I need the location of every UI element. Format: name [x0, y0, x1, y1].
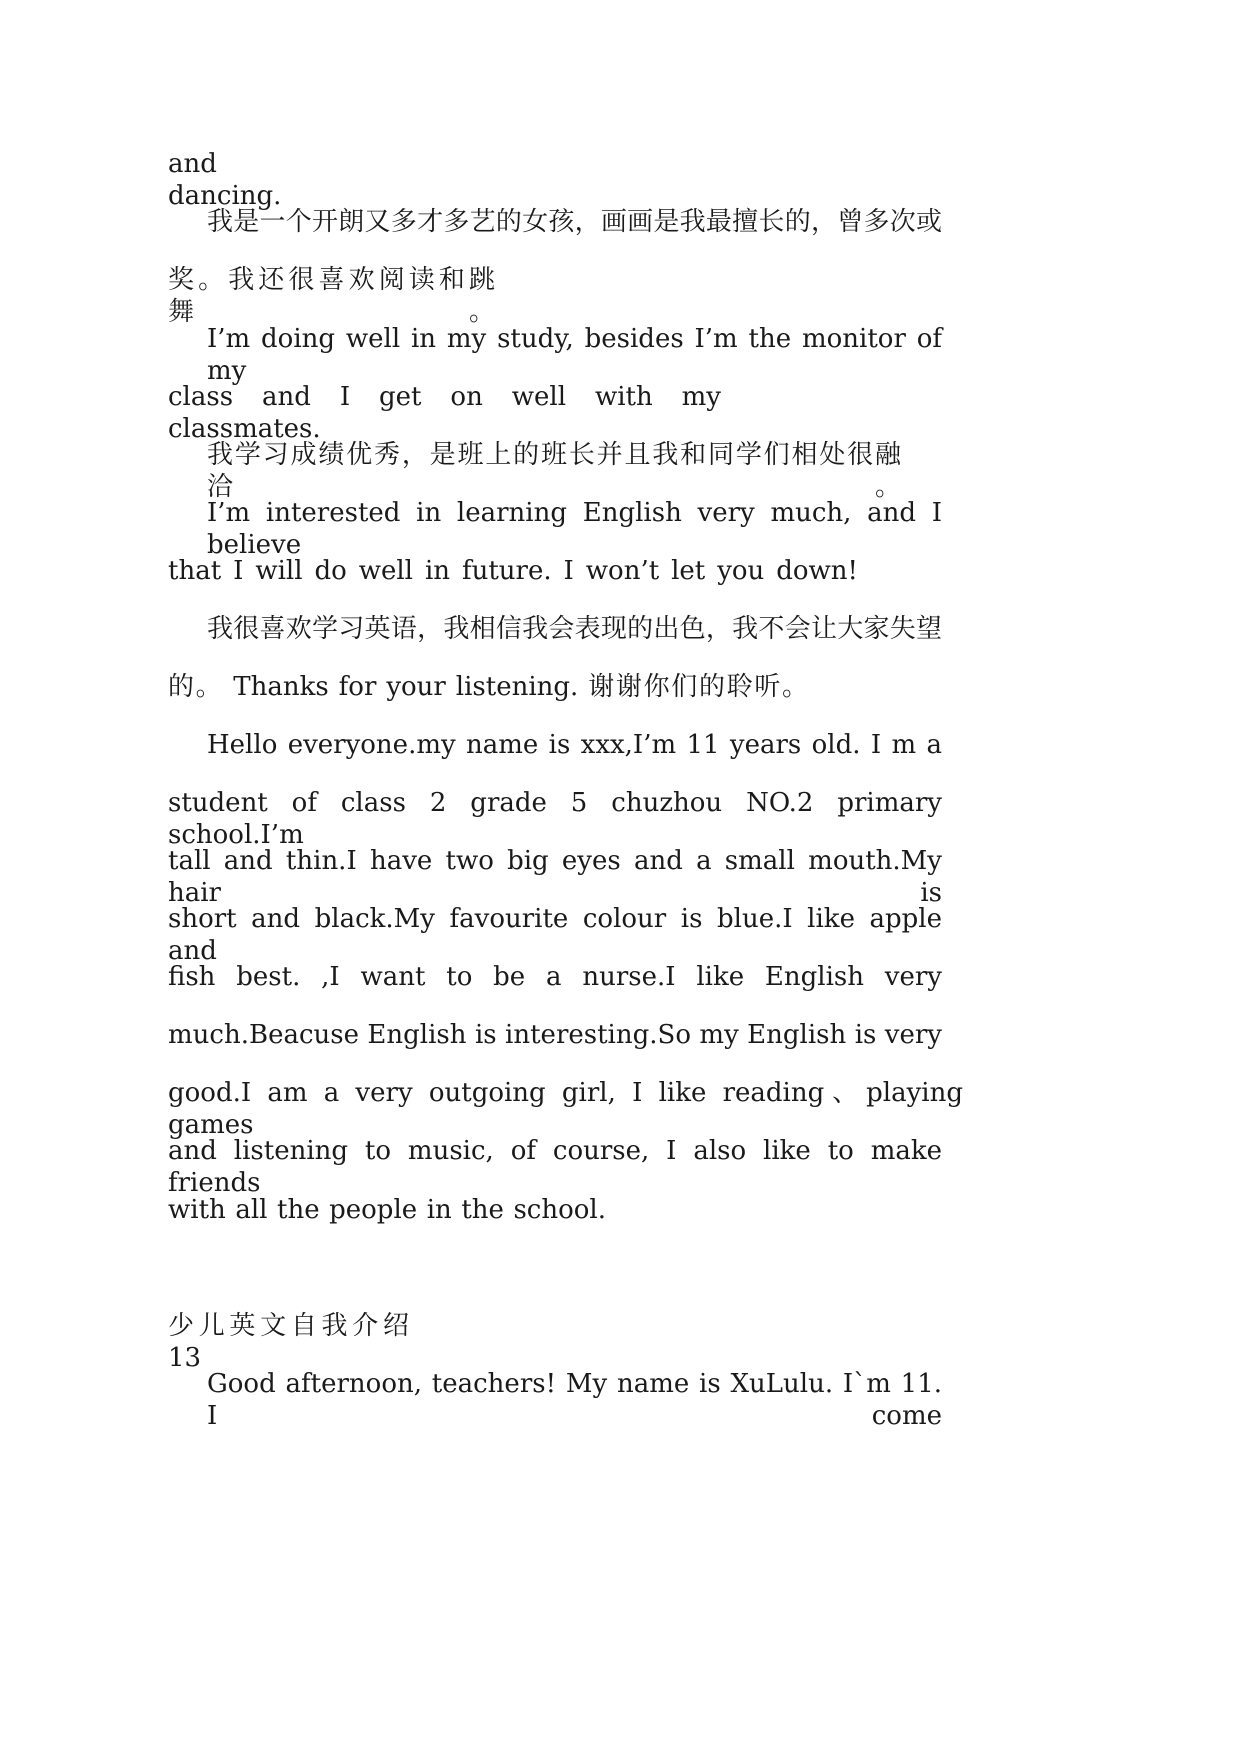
section-heading: 少儿英文自我介绍13 [168, 1311, 409, 1373]
text-line: good.I am a very outgoing girl, I like reading、playing games [168, 1078, 963, 1140]
text-line: and dancing. [168, 149, 282, 211]
text-line: short and black.My favourite colour is blue.I like apple and [168, 904, 942, 966]
text-line: Good afternoon, teachers! My name is XuLulu. I`m 11. I come [207, 1369, 942, 1431]
text-line: that I will do well in future. I won’t let you down! [168, 556, 858, 586]
text-line: 我很喜欢学习英语，我相信我会表现的出色，我不会让大家失望 [207, 614, 942, 644]
text-line: 的。 Thanks for your listening. 谢谢你们的聆听。 [168, 672, 808, 702]
text-line: 我学习成绩优秀，是班上的班长并且我和同学们相处很融洽。 [207, 440, 901, 502]
text-line: 奖。我还很喜欢阅读和跳舞。 [168, 265, 495, 327]
text-line: tall and thin.I have two big eyes and a small mouth.My hair is [168, 846, 942, 908]
text-line: class and I get on well with my classmates. [168, 382, 721, 444]
text-line: 我是一个开朗又多才多艺的女孩，画画是我最擅长的，曾多次或 [207, 207, 942, 237]
text-line: with all the people in the school. [168, 1195, 606, 1225]
text-line: and listening to music, of course, I also like to make friends [168, 1136, 942, 1198]
text-line: I’m doing well in my study, besides I’m the monitor of my [207, 324, 942, 386]
text-line: I’m interested in learning English very much, and I believe [207, 498, 942, 560]
text-line: Hello everyone.my name is xxx,I’m 11 years old. I m a [207, 730, 942, 760]
text-line: student of class 2 grade 5 chuzhou NO.2 primary school.I’m [168, 788, 942, 850]
text-line: fish best. ,I want to be a nurse.I like English very [168, 962, 942, 992]
text-line: much.Beacuse English is interesting.So my English is very [168, 1020, 942, 1050]
